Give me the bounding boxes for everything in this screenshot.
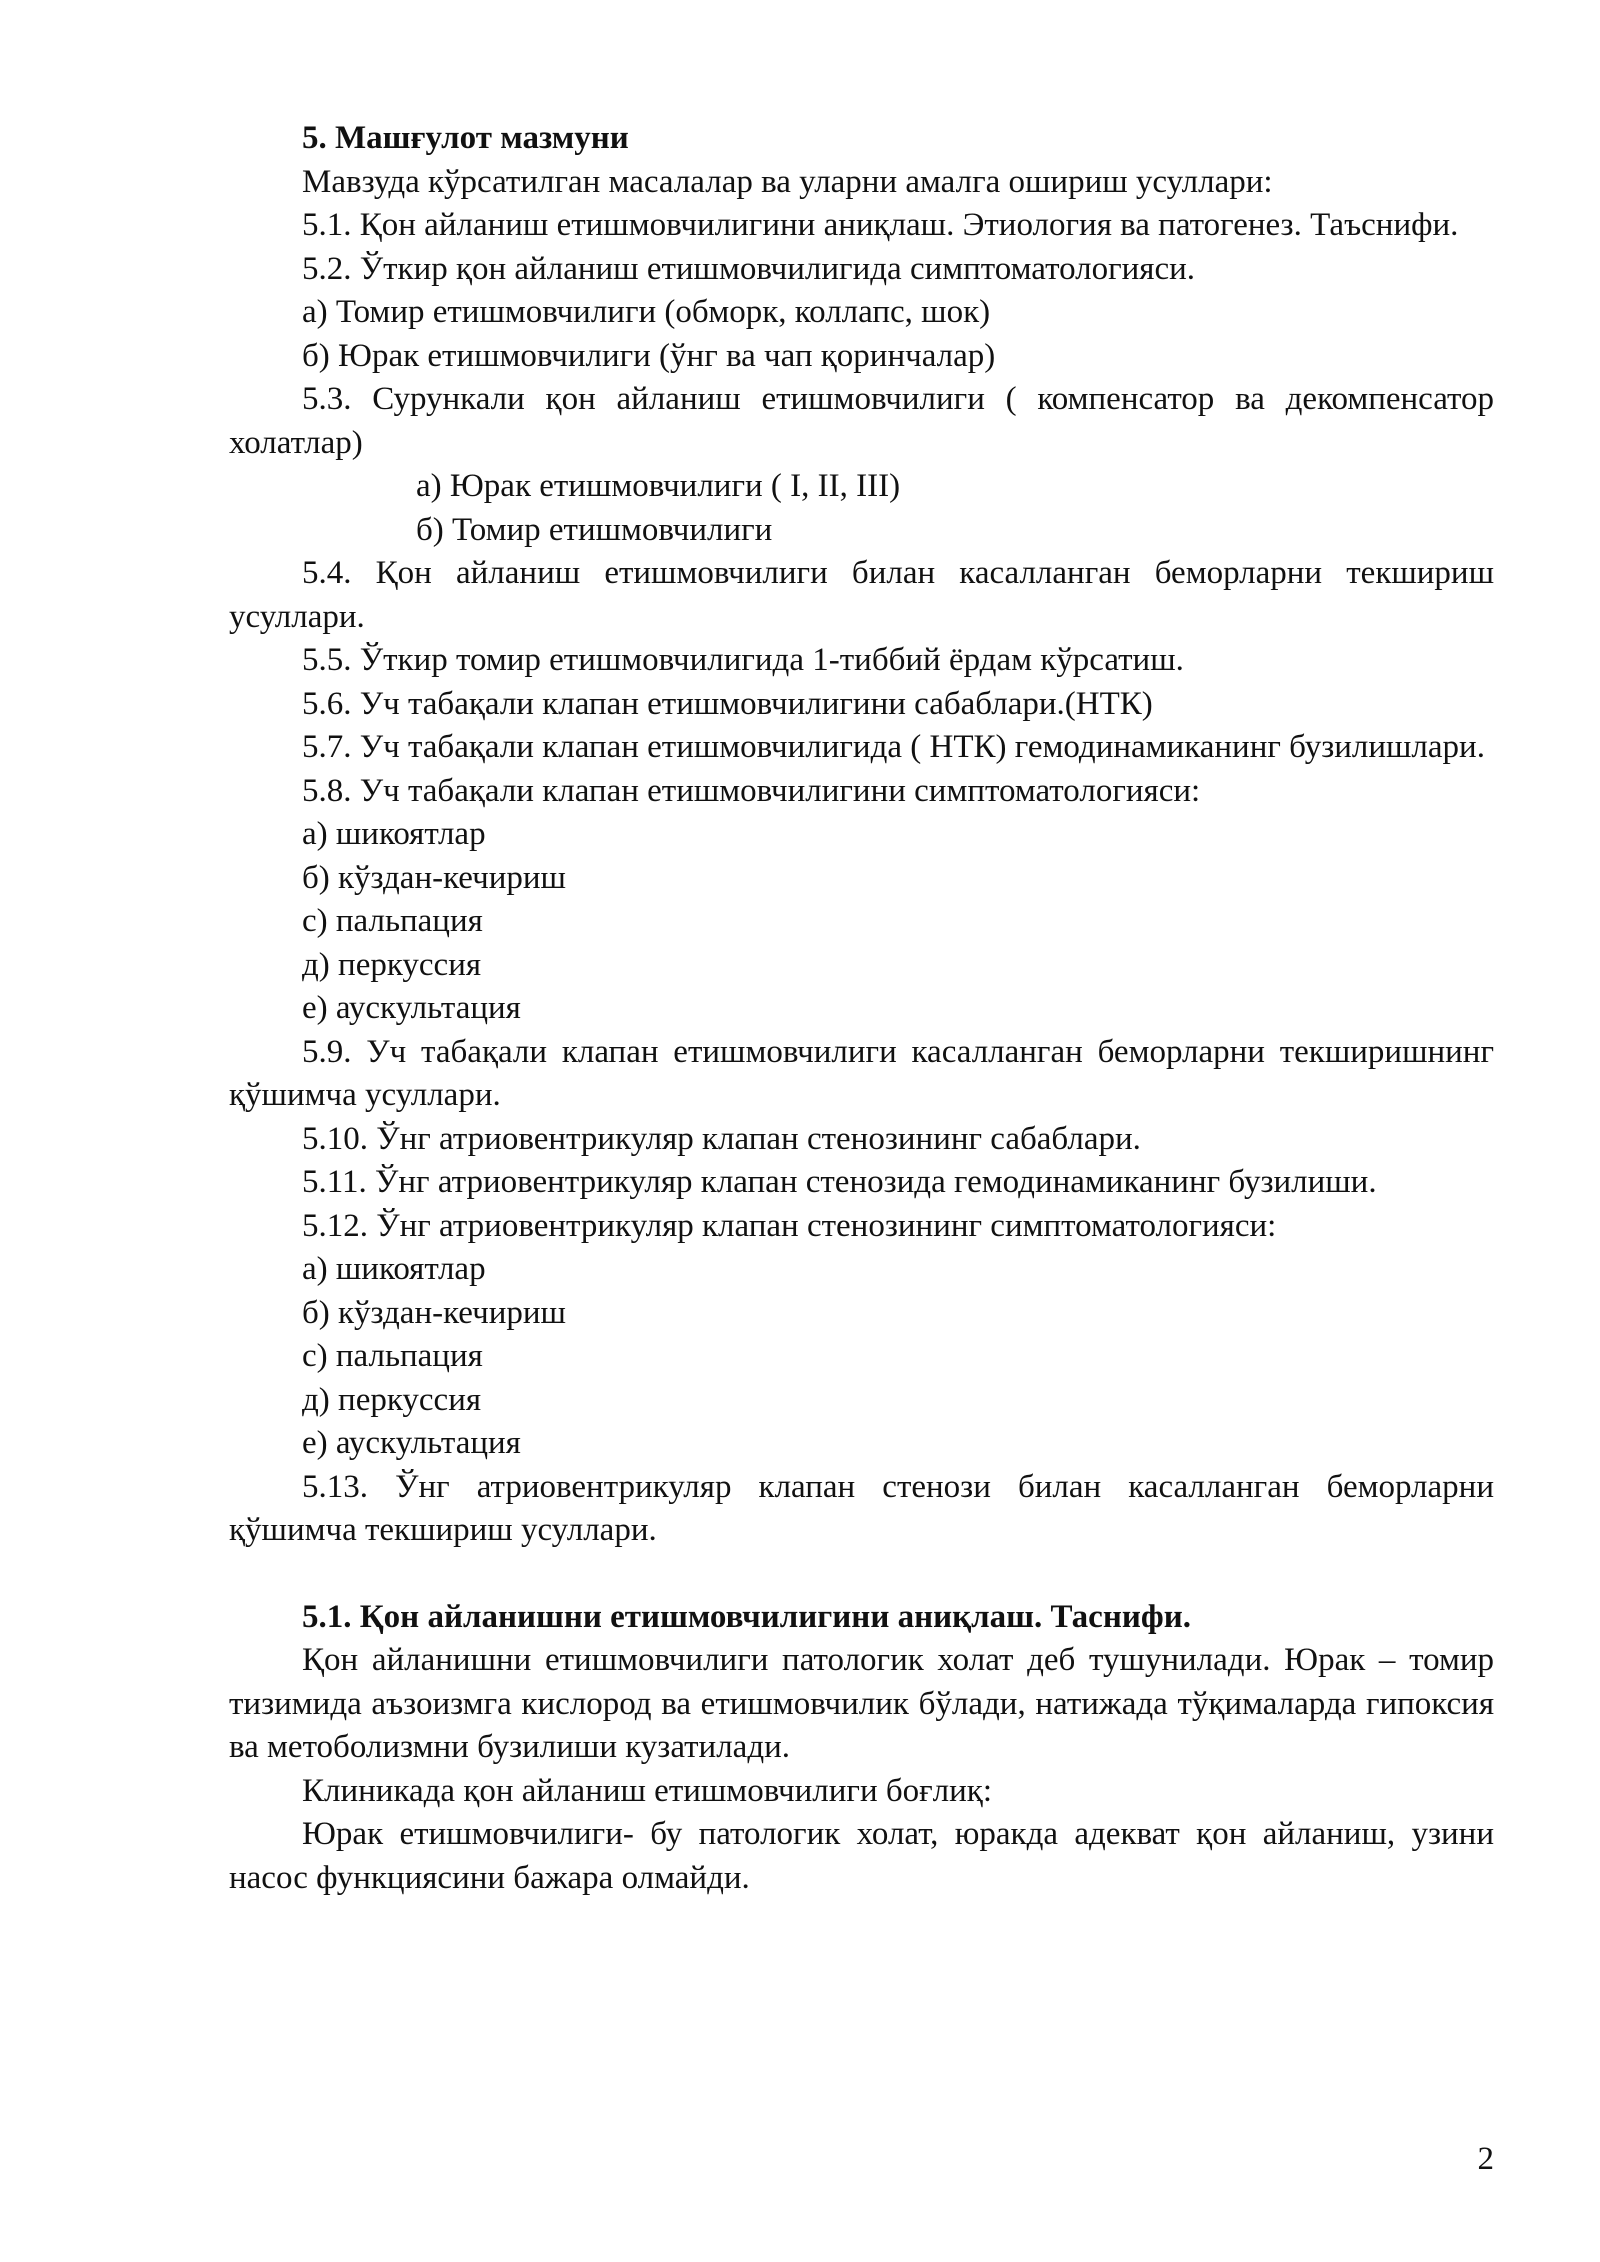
- page-content: [229, 117, 1494, 1900]
- list-item: б) Юрак етишмовчилиги (ўнг ва чап қоринчалар): [302, 337, 996, 374]
- list-item: б) кўздан-кечириш: [302, 859, 566, 896]
- list-item: 5.10. Ўнг атриовентрикуляр клапан стенозининг сабаблари.: [302, 1120, 1141, 1157]
- list-subitem: а) Юрак етишмовчилиги ( I, II, III): [416, 468, 901, 504]
- list-item: 5.13. Ўнг атриовентрикуляр клапан стенози билан касалланган беморларни қўшимча текшириш усуллари.: [229, 1468, 1494, 1548]
- list-item: 5.5. Ўткир томир етишмовчилигида 1-тиббий ёрдам кўрсатиш.: [302, 642, 1184, 678]
- list-item: е) аускультация: [302, 1425, 521, 1461]
- paragraph: Клиникада қон айланиш етишмовчилиги боғлиқ:: [302, 1772, 993, 1809]
- list-item: а) Томир етишмовчилиги (обморк, коллапс, шок): [302, 294, 991, 330]
- list-item: с) пальпация: [302, 903, 483, 939]
- list-item: е) аускультация: [302, 990, 521, 1026]
- list-item: а) шикоятлар: [302, 816, 486, 852]
- paragraph: Юрак етишмовчилиги- бу патологик холат, юракда адекват қон айланиш, узини насос функциясини бажара олмайди.: [229, 1816, 1494, 1896]
- list-item: 5.6. Уч табақали клапан етишмовчилигини сабаблари.(НТК): [302, 685, 1153, 722]
- list-item: 5.2. Ўткир қон айланиш етишмовчилигида симптоматологияси.: [302, 250, 1196, 287]
- list-subitem: б) Томир етишмовчилиги: [416, 511, 773, 548]
- list-item: а) шикоятлар: [302, 1251, 486, 1287]
- list-item: 5.11. Ўнг атриовентрикуляр клапан стенозида гемодинамиканинг бузилиши.: [302, 1164, 1377, 1200]
- list-item: б) кўздан-кечириш: [302, 1294, 566, 1331]
- list-item: 5.1. Қон айланиш етишмовчилигини аниқлаш. Этиология ва патогенез. Таъснифи.: [302, 207, 1459, 243]
- list-item: 5.4. Қон айланиш етишмовчилиги билан касалланган беморларни текшириш усуллари.: [229, 555, 1494, 635]
- list-item: д) перкуссия: [302, 1381, 482, 1418]
- list-item: 5.8. Уч табақали клапан етишмовчилигини симптоматологияси:: [302, 772, 1201, 809]
- subsection-heading: 5.1. Қон айланишни етишмовчилигини аниқлаш. Таснифи.: [302, 1598, 1191, 1635]
- list-item: 5.7. Уч табақали клапан етишмовчилигида ( НТК) гемодинамиканинг бузилишлари.: [302, 729, 1485, 765]
- paragraph: Қон айланишни етишмовчилиги патологик холат деб тушунилади. Юрак – томир тизимида аъзоизмга кислород ва етишмовчилик бўлади, натижада тўқималарда гипоксия ва метоболизмни бузилиши кузатилади.: [229, 1642, 1494, 1765]
- page-number: 2: [1477, 2141, 1494, 2177]
- list-item: с) пальпация: [302, 1338, 483, 1374]
- section-heading: 5. Машғулот мазмуни: [302, 120, 629, 156]
- list-item: 5.12. Ўнг атриовентрикуляр клапан стенозининг симптоматологияси:: [302, 1207, 1277, 1244]
- list-item: 5.9. Уч табақали клапан етишмовчилиги касалланган беморларни текширишнинг қўшимча усуллари.: [229, 1033, 1494, 1113]
- list-item: д) перкуссия: [302, 946, 482, 983]
- blank-line: [229, 1553, 1494, 1596]
- intro-line: Мавзуда кўрсатилган масалалар ва уларни амалга ошириш усуллари:: [302, 163, 1273, 200]
- list-item: 5.3. Сурункали қон айланиш етишмовчилиги ( компенсатор ва декомпенсатор холатлар): [229, 381, 1494, 461]
